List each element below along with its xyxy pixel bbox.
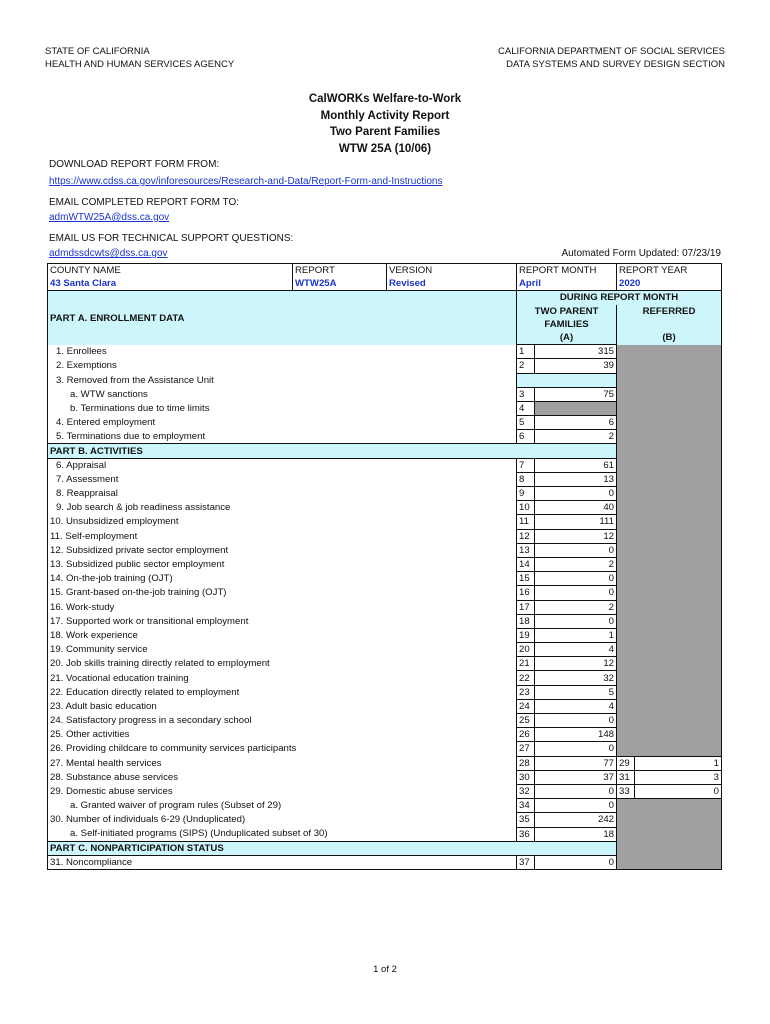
line-number: 3 (517, 387, 535, 401)
form-updated-date: Automated Form Updated: 07/23/19 (561, 248, 721, 259)
col-a-value[interactable]: 0 (535, 784, 617, 798)
line-number: 35 (517, 813, 535, 827)
row-label: 19. Community service (48, 643, 517, 657)
line-number: 37 (517, 855, 535, 869)
line-number: 32 (517, 784, 535, 798)
agency-header-left (45, 46, 234, 71)
line-number: 5 (517, 416, 535, 430)
row-label: 24. Satisfactory progress in a secondary school (48, 714, 517, 728)
row-label: a. WTW sanctions (48, 387, 517, 401)
title-line-3: Two Parent Families (329, 126, 441, 138)
row-label: 2. Exemptions (48, 359, 517, 373)
form-row (48, 756, 722, 770)
line-number: 27 (517, 742, 535, 756)
email-link[interactable]: admWTW25A@dss.ca.gov (49, 212, 170, 223)
title-line-2: Monthly Activity Report (320, 109, 450, 122)
col-a-value[interactable]: 2 (535, 557, 617, 571)
row-label: 14. On-the-job training (OJT) (48, 572, 517, 586)
line-number: 34 (517, 799, 535, 813)
col-a-value[interactable]: 2 (535, 430, 617, 444)
report-year-value[interactable]: 2020 (617, 277, 722, 291)
page-number: 1 of 2 (373, 964, 397, 975)
col-a-value[interactable]: 75 (535, 387, 617, 401)
col-a-value[interactable]: 0 (535, 799, 617, 813)
department-name: CALIFORNIA DEPARTMENT OF SOCIAL SERVICES (498, 46, 725, 57)
row-label: 6. Appraisal (48, 458, 517, 472)
line-number: 1 (517, 345, 535, 359)
col-a-value[interactable]: 77 (535, 756, 617, 770)
row-label: a. Self-initiated programs (SIPS) (Unduplicated subset of 30) (48, 827, 517, 841)
col-a-value[interactable]: 61 (535, 458, 617, 472)
col-a-value[interactable]: 0 (535, 714, 617, 728)
report-form-table (47, 263, 722, 870)
part-c-title-row (48, 841, 722, 855)
line-number: 23 (517, 685, 535, 699)
col-a-value[interactable]: 40 (535, 501, 617, 515)
col-b-header-line-2: (B) (617, 331, 722, 345)
line-number: 26 (517, 728, 535, 742)
report-title (0, 91, 770, 157)
col-a-value[interactable]: 37 (535, 770, 617, 784)
row-label: 31. Noncompliance (48, 855, 517, 869)
col-a-header-line-1: TWO PARENT (517, 305, 617, 318)
col-a-value[interactable]: 148 (535, 728, 617, 742)
form-row (48, 628, 722, 642)
col-a-value[interactable]: 32 (535, 671, 617, 685)
during-report-month-label: DURING REPORT MONTH (517, 291, 722, 305)
part-b-title: PART B. ACTIVITIES (48, 444, 617, 458)
form-row (48, 501, 722, 515)
form-row (48, 458, 722, 472)
row-label: 23. Adult basic education (48, 699, 517, 713)
line-number: 36 (517, 827, 535, 841)
col-a-value[interactable]: 0 (535, 742, 617, 756)
form-row (48, 416, 722, 430)
col-a-value[interactable]: 0 (535, 614, 617, 628)
row-label: 10. Unsubsidized employment (48, 515, 517, 529)
form-row (48, 373, 722, 387)
line-number: 17 (517, 600, 535, 614)
version-label: VERSION (387, 264, 517, 278)
line-number: 21 (517, 657, 535, 671)
row-label: 8. Reappraisal (48, 487, 517, 501)
row-label: 21. Vocational education training (48, 671, 517, 685)
line-number: 6 (517, 430, 535, 444)
referred-line-number: 31 (617, 770, 635, 784)
col-a-header-line-3: (A) (517, 331, 617, 345)
row-label: 15. Grant-based on-the-job training (OJT) (48, 586, 517, 600)
form-row (48, 813, 722, 827)
form-row (48, 543, 722, 557)
download-link[interactable]: https://www.cdss.ca.gov/inforesources/Research-and-Data/Report-Form-and-Instructions (49, 176, 443, 187)
col-a-value[interactable]: 315 (535, 345, 617, 359)
report-value[interactable]: WTW25A (293, 277, 387, 291)
form-row (48, 487, 722, 501)
form-row (48, 529, 722, 543)
col-a-value[interactable] (535, 401, 617, 415)
col-a-value[interactable]: 18 (535, 827, 617, 841)
form-header-values (48, 277, 722, 291)
referred-line-number: 29 (617, 756, 635, 770)
form-row (48, 770, 722, 784)
row-label: 12. Subsidized private sector employment (48, 543, 517, 557)
row-label: 22. Education directly related to employment (48, 685, 517, 699)
report-year-label: REPORT YEAR (617, 264, 722, 278)
row-label: 9. Job search & job readiness assistance (48, 501, 517, 515)
row-label: 11. Self-employment (48, 529, 517, 543)
support-label: EMAIL US FOR TECHNICAL SUPPORT QUESTIONS: (49, 233, 294, 244)
form-row (48, 699, 722, 713)
row-label: 3. Removed from the Assistance Unit (48, 373, 517, 387)
line-number: 30 (517, 770, 535, 784)
col-a-value[interactable]: 0 (535, 543, 617, 557)
row-label: 7. Assessment (48, 472, 517, 486)
form-row (48, 657, 722, 671)
state-name: STATE OF CALIFORNIA (45, 46, 150, 57)
row-label: 4. Entered employment (48, 416, 517, 430)
row-label: 16. Work-study (48, 600, 517, 614)
line-number: 28 (517, 756, 535, 770)
support-email-link[interactable]: admdssdcwts@dss.ca.gov (49, 248, 168, 259)
form-row (48, 671, 722, 685)
line-number: 4 (517, 401, 535, 415)
row-label: 20. Job skills training directly related to employment (48, 657, 517, 671)
line-number: 16 (517, 586, 535, 600)
line-number: 11 (517, 515, 535, 529)
form-row (48, 345, 722, 359)
line-number: 24 (517, 699, 535, 713)
form-row (48, 387, 722, 401)
form-row (48, 430, 722, 444)
row-label: 30. Number of individuals 6-29 (Unduplicated) (48, 813, 517, 827)
col-b-value[interactable]: 1 (635, 756, 722, 770)
county-name-label: COUNTY NAME (48, 264, 293, 278)
col-a-value[interactable]: 39 (535, 359, 617, 373)
line-number: 19 (517, 628, 535, 642)
part-c-title: PART C. NONPARTICIPATION STATUS (48, 841, 617, 855)
row-label: 1. Enrollees (48, 345, 517, 359)
row-label: 26. Providing childcare to community services participants (48, 742, 517, 756)
line-number: 14 (517, 557, 535, 571)
form-row (48, 827, 722, 841)
col-a-value[interactable]: 6 (535, 416, 617, 430)
form-row (48, 728, 722, 742)
col-a-value[interactable]: 0 (535, 572, 617, 586)
form-header-labels (48, 264, 722, 278)
row-label: 29. Domestic abuse services (48, 784, 517, 798)
line-number: 9 (517, 487, 535, 501)
report-month-value[interactable]: April (517, 277, 617, 291)
col-b-value[interactable]: 0 (635, 784, 722, 798)
form-row (48, 572, 722, 586)
row-label: 17. Supported work or transitional employment (48, 614, 517, 628)
form-row (48, 614, 722, 628)
agency-header-right (498, 46, 725, 71)
row-label: b. Terminations due to time limits (48, 401, 517, 415)
form-row (48, 600, 722, 614)
form-row (48, 714, 722, 728)
form-row (48, 643, 722, 657)
col-a-header-line-2: FAMILIES (517, 318, 617, 331)
report-month-label: REPORT MONTH (517, 264, 617, 278)
part-b-title-row (48, 444, 722, 458)
col-a-value[interactable]: 0 (535, 586, 617, 600)
county-name-value[interactable]: 43 Santa Clara (48, 277, 293, 291)
line-number: 12 (517, 529, 535, 543)
form-row (48, 359, 722, 373)
report-label: REPORT (293, 264, 387, 278)
form-row (48, 855, 722, 869)
line-number: 20 (517, 643, 535, 657)
col-a-value[interactable]: 4 (535, 699, 617, 713)
col-a-value[interactable]: 12 (535, 657, 617, 671)
form-row (48, 784, 722, 798)
line-number: 13 (517, 543, 535, 557)
row-label: a. Granted waiver of program rules (Subset of 29) (48, 799, 517, 813)
col-a-value[interactable]: 111 (535, 515, 617, 529)
row-label: 13. Subsidized public sector employment (48, 557, 517, 571)
line-number: 18 (517, 614, 535, 628)
line-number: 8 (517, 472, 535, 486)
col-a-value[interactable]: 13 (535, 472, 617, 486)
form-row (48, 472, 722, 486)
line-number: 10 (517, 501, 535, 515)
col-a-value[interactable]: 5 (535, 685, 617, 699)
form-row (48, 742, 722, 756)
form-row (48, 515, 722, 529)
col-a-value[interactable]: 0 (535, 487, 617, 501)
col-b-header-line-1: REFERRED (617, 305, 722, 318)
row-label: 27. Mental health services (48, 756, 517, 770)
referred-line-number: 33 (617, 784, 635, 798)
download-label: DOWNLOAD REPORT FORM FROM: (49, 159, 220, 170)
title-line-1: CalWORKs Welfare-to-Work (308, 93, 462, 105)
col-a-value[interactable]: 12 (535, 529, 617, 543)
line-number: 7 (517, 458, 535, 472)
agency-name: HEALTH AND HUMAN SERVICES AGENCY (45, 58, 235, 70)
col-a-value[interactable]: 242 (535, 813, 617, 827)
part-a-header-row-1 (48, 291, 722, 305)
email-label: EMAIL COMPLETED REPORT FORM TO: (49, 197, 240, 208)
col-a-value[interactable]: 4 (535, 643, 617, 657)
form-row (48, 685, 722, 699)
row-label: 25. Other activities (48, 728, 517, 742)
row-label: 18. Work experience (48, 628, 517, 642)
form-row (48, 586, 722, 600)
form-row (48, 557, 722, 571)
col-b-value[interactable]: 3 (635, 770, 722, 784)
col-a-value[interactable]: 1 (535, 628, 617, 642)
version-value[interactable]: Revised (387, 277, 517, 291)
line-number: 15 (517, 572, 535, 586)
row-label: 5. Terminations due to employment (48, 430, 517, 444)
form-row (48, 799, 722, 813)
part-a-title: PART A. ENROLLMENT DATA (50, 312, 185, 324)
col-a-value[interactable]: 0 (535, 855, 617, 869)
form-row (48, 401, 722, 415)
section-name: DATA SYSTEMS AND SURVEY DESIGN SECTION (506, 58, 725, 70)
row-label: 28. Substance abuse services (48, 770, 517, 784)
col-a-value[interactable]: 2 (535, 600, 617, 614)
line-number: 25 (517, 714, 535, 728)
title-line-4: WTW 25A (10/06) (338, 142, 432, 155)
line-number: 2 (517, 359, 535, 373)
line-number: 22 (517, 671, 535, 685)
